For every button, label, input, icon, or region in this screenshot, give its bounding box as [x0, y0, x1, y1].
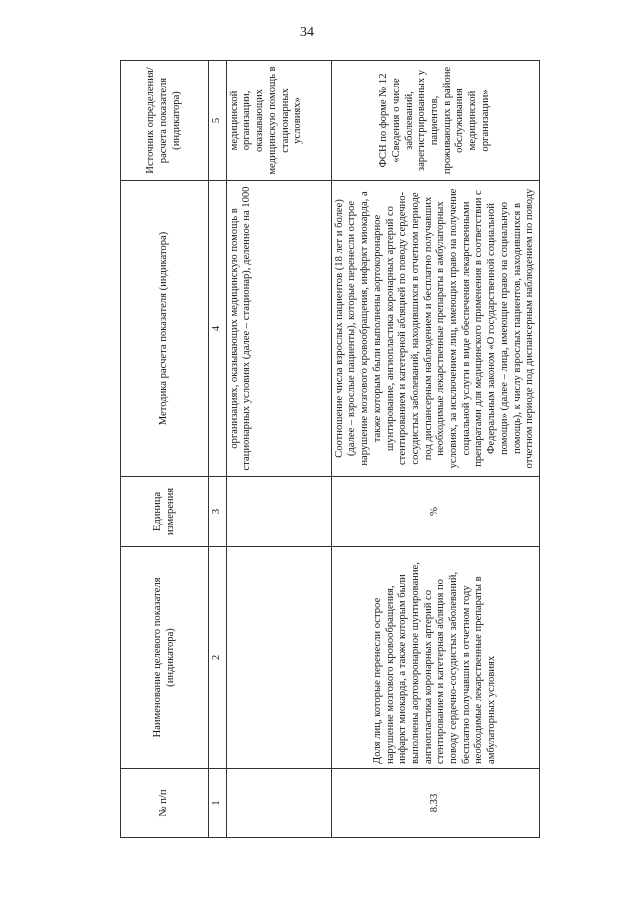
column-number-row	[209, 61, 227, 838]
column-number: 4	[209, 181, 227, 477]
header-method: Методика расчета показателя (индикатора)	[121, 181, 209, 477]
page-number: 34	[300, 25, 314, 40]
continuation-method-cell: организациях, оказывающих медицинскую помощь в стационарных условиях (далее – стационар), деленное на 1000	[226, 181, 331, 477]
row-method-cell: Соотношение числа взрослых пациентов (18 лет и более) (далее – взрослые пациенты), которые перенесли острое нарушение мозгового кровообращения, инфаркт миокарда, а также которым были выполнены аортокоронарное шунтирование, ангиопластика коронарных артерий со стентированием и катетерной абляцией по поводу сердечно-сосудистых заболеваний, находившихся в отчетном периоде под диспансерным наблюдением и бесплатно получавших необходимые лекарственные препараты в амбулаторных условиях, за исключением лиц, имеющих право на получение социальной услуги в виде обеспечения лекарственными препаратами для медицинского применения в соответствии с Федеральным законом «О государственной социальной помощи» (далее – лица, имеющие право на социальную помощь), к числу взрослых пациентов, находившихся в отчетном периоде под диспансерным наблюдением по поводу	[331, 181, 539, 477]
column-number: 3	[209, 477, 227, 547]
continuation-num-cell	[226, 769, 331, 838]
column-number: 5	[209, 61, 227, 181]
column-number: 2	[209, 547, 227, 769]
rotated-table-wrapper	[120, 61, 538, 838]
header-unit: Единица измерения	[121, 477, 209, 547]
table-row-8-33	[331, 61, 539, 838]
row-num-cell: 8.33	[331, 769, 539, 838]
continuation-name-cell	[226, 547, 331, 769]
row-name-cell: Доля лиц, которые перенесли острое нарушение мозгового кровообращения, инфаркт миокарда, а также которым были выполнены аортокоронарное шунтирование, ангиопластика коронарных артерий со стентированием и катетерная абляция по поводу сердечно-сосудистых заболеваний, бесплатно получавших в отчетном году необходимые лекарственные препараты в амбулаторных условиях	[331, 547, 539, 769]
row-source-cell: ФСН по форме № 12 «Сведения о числе заболеваний, зарегистрированных у пациентов, проживающих в районе обслуживания медицинской организации»	[331, 61, 539, 181]
row-unit-cell: %	[331, 477, 539, 547]
continuation-row	[226, 61, 331, 838]
column-number: 1	[209, 769, 227, 838]
indicator-table	[120, 60, 540, 838]
continuation-source-cell: медицинской организации, оказывающих медицинскую помощь в стационарных условиях»	[226, 61, 331, 181]
continuation-unit-cell	[226, 477, 331, 547]
header-name: Наименование целевого показателя (индикатора)	[121, 547, 209, 769]
header-row	[121, 61, 209, 838]
header-num: № п/п	[121, 769, 209, 838]
header-source: Источник определения/ расчета показателя (индикатора)	[121, 61, 209, 181]
